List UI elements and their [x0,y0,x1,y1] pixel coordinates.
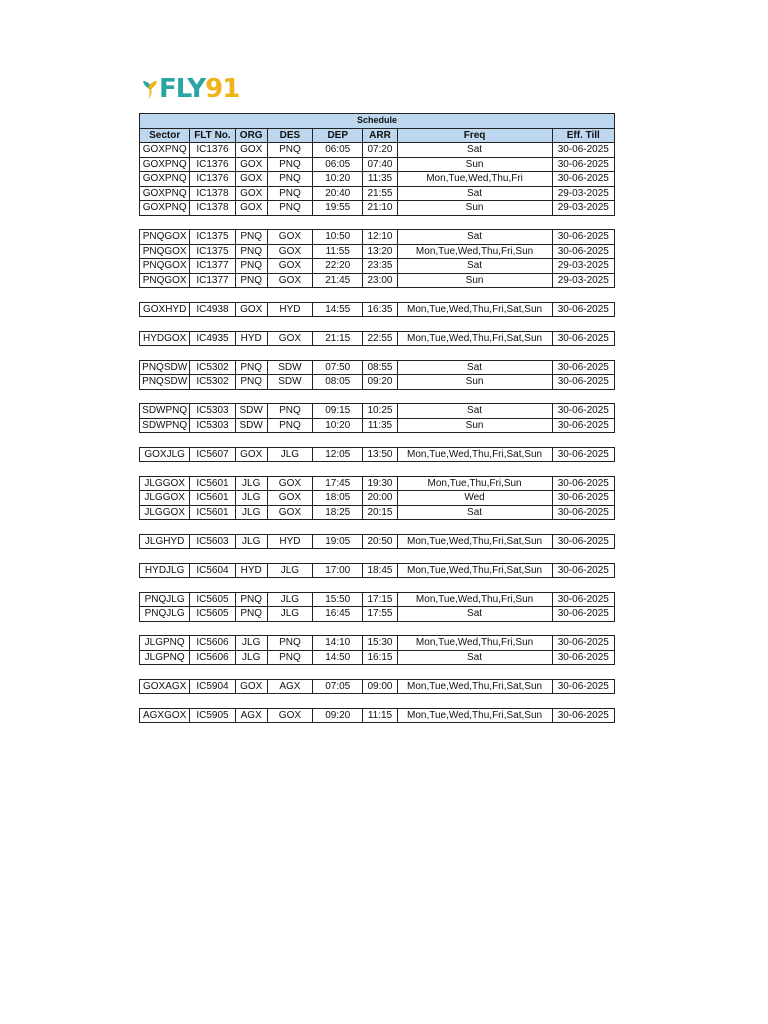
table-cell: PNQ [267,172,312,187]
table-cell: GOXPNQ [140,172,190,187]
table-cell: 12:05 [313,447,363,462]
table-cell: AGXGOX [140,708,190,723]
table-cell: SDWPNQ [140,418,190,433]
table-cell: PNQJLG [140,592,190,607]
table-cell: 22:55 [363,331,397,346]
table-cell: IC5302 [190,360,235,375]
table-cell: 10:20 [313,418,363,433]
table-cell: GOX [267,505,312,520]
table-cell: 17:00 [313,563,363,578]
table-cell: 21:10 [363,201,397,216]
table-cell: SDW [267,375,312,390]
table-row [140,172,615,187]
table-cell: Mon,Tue,Wed,Thu,Fri,Sat,Sun [397,708,552,723]
table-cell: GOX [235,157,267,172]
table-cell: 30-06-2025 [552,418,614,433]
spacer-cell [140,549,615,564]
spacer-cell [140,317,615,332]
table-row [140,375,615,390]
table-cell: 30-06-2025 [552,143,614,158]
table-cell: JLGHYD [140,534,190,549]
table-cell: 15:50 [313,592,363,607]
table-cell: JLG [267,607,312,622]
table-cell: PNQGOX [140,230,190,245]
table-cell: JLGGOX [140,476,190,491]
table-cell: 07:20 [363,143,397,158]
column-header: ORG [235,128,267,143]
table-row [140,404,615,419]
table-cell: HYD [267,302,312,317]
table-cell: Sat [397,650,552,665]
table-cell: GOX [267,476,312,491]
table-cell: HYDGOX [140,331,190,346]
table-cell: PNQSDW [140,375,190,390]
group-spacer [140,578,615,593]
table-cell: IC5605 [190,592,235,607]
table-row [140,534,615,549]
spacer-cell [140,621,615,636]
column-header: DES [267,128,312,143]
table-cell: IC5303 [190,418,235,433]
table-cell: 30-06-2025 [552,505,614,520]
table-cell: 16:45 [313,607,363,622]
table-cell: 09:15 [313,404,363,419]
table-cell: GOXPNQ [140,157,190,172]
table-row [140,157,615,172]
column-header: Eff. Till [552,128,614,143]
spacer-cell [140,462,615,477]
table-cell: 30-06-2025 [552,360,614,375]
table-row [140,331,615,346]
table-cell: 20:40 [313,186,363,201]
table-cell: 07:50 [313,360,363,375]
table-cell: PNQ [235,592,267,607]
table-cell: PNQSDW [140,360,190,375]
table-cell: 23:00 [363,273,397,288]
table-cell: 30-06-2025 [552,404,614,419]
table-cell: 11:35 [363,172,397,187]
table-cell: JLG [267,447,312,462]
table-cell: Mon,Tue,Wed,Thu,Fri,Sun [397,244,552,259]
table-cell: PNQ [235,273,267,288]
table-cell: 30-06-2025 [552,331,614,346]
table-cell: IC1375 [190,230,235,245]
table-row [140,143,615,158]
table-cell: 10:20 [313,172,363,187]
table-cell: JLG [235,534,267,549]
table-cell: Sat [397,404,552,419]
table-row [140,636,615,651]
table-cell: 17:45 [313,476,363,491]
table-cell: IC1378 [190,201,235,216]
table-cell: Sun [397,201,552,216]
table-cell: PNQ [267,404,312,419]
table-cell: Mon,Tue,Wed,Thu,Fri,Sat,Sun [397,563,552,578]
table-cell: SDW [235,418,267,433]
table-cell: 16:15 [363,650,397,665]
table-cell: IC5604 [190,563,235,578]
table-cell: PNQGOX [140,273,190,288]
table-cell: IC5603 [190,534,235,549]
table-row [140,259,615,274]
table-cell: HYDJLG [140,563,190,578]
table-cell: 30-06-2025 [552,592,614,607]
table-cell: Mon,Tue,Wed,Thu,Fri,Sat,Sun [397,331,552,346]
table-cell: Wed [397,491,552,506]
table-cell: GOX [235,302,267,317]
table-cell: IC1378 [190,186,235,201]
spacer-cell [140,665,615,680]
table-cell: JLG [267,563,312,578]
column-header-row [140,128,615,143]
table-cell: 22:20 [313,259,363,274]
table-cell: JLGPNQ [140,636,190,651]
table-cell: IC5607 [190,447,235,462]
table-cell: Mon,Tue,Wed,Thu,Fri,Sat,Sun [397,679,552,694]
table-cell: IC5601 [190,491,235,506]
table-cell: 19:05 [313,534,363,549]
table-cell: AGX [235,708,267,723]
table-cell: Sat [397,607,552,622]
table-cell: GOX [267,708,312,723]
table-cell: 14:10 [313,636,363,651]
spacer-cell [140,578,615,593]
table-cell: 29-03-2025 [552,273,614,288]
table-cell: 18:05 [313,491,363,506]
group-spacer [140,389,615,404]
table-cell: 30-06-2025 [552,708,614,723]
table-cell: PNQ [267,636,312,651]
table-cell: SDW [235,404,267,419]
table-cell: Sat [397,505,552,520]
group-spacer [140,549,615,564]
table-cell: Sun [397,375,552,390]
table-cell: Mon,Tue,Wed,Thu,Fri,Sat,Sun [397,447,552,462]
table-cell: Mon,Tue,Wed,Thu,Fri [397,172,552,187]
table-cell: IC1376 [190,172,235,187]
table-cell: 13:50 [363,447,397,462]
table-cell: GOXJLG [140,447,190,462]
table-cell: 29-03-2025 [552,186,614,201]
table-row [140,679,615,694]
table-cell: 30-06-2025 [552,607,614,622]
table-cell: 20:50 [363,534,397,549]
table-cell: 29-03-2025 [552,259,614,274]
table-cell: 18:45 [363,563,397,578]
table-row [140,607,615,622]
table-cell: PNQGOX [140,244,190,259]
table-cell: SDWPNQ [140,404,190,419]
table-cell: 16:35 [363,302,397,317]
table-cell: 30-06-2025 [552,244,614,259]
table-cell: 19:30 [363,476,397,491]
table-cell: PNQ [267,650,312,665]
table-cell: 18:25 [313,505,363,520]
table-cell: PNQGOX [140,259,190,274]
table-cell: Sun [397,157,552,172]
table-cell: IC1377 [190,259,235,274]
table-cell: 30-06-2025 [552,172,614,187]
table-cell: 30-06-2025 [552,476,614,491]
table-cell: 30-06-2025 [552,650,614,665]
table-cell: 06:05 [313,157,363,172]
table-cell: HYD [267,534,312,549]
table-row [140,201,615,216]
table-cell: 11:55 [313,244,363,259]
group-spacer [140,694,615,709]
table-cell: 30-06-2025 [552,534,614,549]
table-cell: IC1377 [190,273,235,288]
table-cell: Sun [397,418,552,433]
table-cell: 09:00 [363,679,397,694]
table-cell: GOXPNQ [140,143,190,158]
table-cell: 06:05 [313,143,363,158]
table-cell: 11:35 [363,418,397,433]
table-row [140,476,615,491]
table-cell: 30-06-2025 [552,157,614,172]
table-cell: 30-06-2025 [552,679,614,694]
table-cell: JLGGOX [140,505,190,520]
table-cell: 10:50 [313,230,363,245]
table-cell: Sat [397,143,552,158]
column-header: ARR [363,128,397,143]
table-cell: IC5303 [190,404,235,419]
leaf-wing-logo-icon [143,79,157,99]
table-cell: 30-06-2025 [552,636,614,651]
table-cell: 21:45 [313,273,363,288]
column-header: DEP [313,128,363,143]
table-row [140,360,615,375]
logo-text-91: 91 [205,74,240,104]
table-cell: GOX [267,230,312,245]
table-cell: GOX [267,273,312,288]
table-cell: JLG [235,476,267,491]
table-cell: IC1376 [190,157,235,172]
table-cell: GOX [267,259,312,274]
fly91-logo [143,74,239,104]
table-cell: PNQJLG [140,607,190,622]
table-cell: AGX [267,679,312,694]
table-cell: SDW [267,360,312,375]
table-cell: 30-06-2025 [552,375,614,390]
table-cell: IC5905 [190,708,235,723]
table-cell: GOX [235,679,267,694]
table-cell: 30-06-2025 [552,302,614,317]
table-cell: IC5606 [190,650,235,665]
table-cell: 07:05 [313,679,363,694]
table-row [140,592,615,607]
table-cell: GOXHYD [140,302,190,317]
schedule-title: Schedule [140,114,615,129]
table-row [140,505,615,520]
spacer-cell [140,433,615,448]
column-header: Sector [140,128,190,143]
table-cell: 29-03-2025 [552,201,614,216]
table-cell: IC4938 [190,302,235,317]
table-cell: GOX [235,447,267,462]
table-cell: Mon,Tue,Thu,Fri,Sun [397,476,552,491]
table-cell: 19:55 [313,201,363,216]
table-cell: JLG [235,650,267,665]
logo-text-fly: FLY [159,74,206,104]
table-cell: Mon,Tue,Wed,Thu,Fri,Sun [397,592,552,607]
schedule-table [139,113,615,723]
table-cell: Sun [397,273,552,288]
table-cell: 08:55 [363,360,397,375]
spacer-cell [140,288,615,303]
table-cell: 17:55 [363,607,397,622]
table-cell: Mon,Tue,Wed,Thu,Fri,Sun [397,636,552,651]
table-cell: 09:20 [313,708,363,723]
table-cell: 20:00 [363,491,397,506]
table-cell: GOX [235,172,267,187]
table-cell: 07:40 [363,157,397,172]
table-cell: GOXPNQ [140,201,190,216]
table-cell: HYD [235,563,267,578]
table-cell: Sat [397,230,552,245]
table-cell: 08:05 [313,375,363,390]
table-cell: Mon,Tue,Wed,Thu,Fri,Sat,Sun [397,302,552,317]
table-cell: PNQ [267,143,312,158]
table-cell: PNQ [235,244,267,259]
group-spacer [140,433,615,448]
table-cell: 13:20 [363,244,397,259]
table-cell: 11:15 [363,708,397,723]
table-cell: JLG [235,491,267,506]
table-cell: JLG [235,505,267,520]
table-cell: IC1375 [190,244,235,259]
table-cell: JLGGOX [140,491,190,506]
table-row [140,491,615,506]
spacer-cell [140,215,615,230]
table-cell: PNQ [235,360,267,375]
table-row [140,273,615,288]
table-cell: 30-06-2025 [552,447,614,462]
group-spacer [140,621,615,636]
table-cell: GOX [267,244,312,259]
table-cell: GOX [235,143,267,158]
table-cell: Mon,Tue,Wed,Thu,Fri,Sat,Sun [397,534,552,549]
table-cell: PNQ [235,230,267,245]
table-row [140,447,615,462]
table-cell: 30-06-2025 [552,563,614,578]
table-cell: 09:20 [363,375,397,390]
table-cell: JLG [267,592,312,607]
group-spacer [140,665,615,680]
table-cell: PNQ [267,418,312,433]
table-row [140,230,615,245]
table-row [140,563,615,578]
spacer-cell [140,694,615,709]
table-cell: 30-06-2025 [552,491,614,506]
group-spacer [140,520,615,535]
group-spacer [140,346,615,361]
table-cell: 14:50 [313,650,363,665]
spacer-cell [140,389,615,404]
table-cell: 15:30 [363,636,397,651]
table-cell: GOX [267,491,312,506]
table-cell: PNQ [267,201,312,216]
spacer-cell [140,520,615,535]
table-cell: IC5606 [190,636,235,651]
table-row [140,302,615,317]
table-cell: 14:55 [313,302,363,317]
table-row [140,244,615,259]
table-cell: GOXAGX [140,679,190,694]
table-row [140,418,615,433]
table-cell: IC5605 [190,607,235,622]
table-cell: HYD [235,331,267,346]
table-cell: PNQ [235,607,267,622]
spacer-cell [140,346,615,361]
table-cell: PNQ [267,186,312,201]
table-cell: GOXPNQ [140,186,190,201]
group-spacer [140,288,615,303]
table-cell: IC5601 [190,505,235,520]
column-header: FLT No. [190,128,235,143]
table-cell: 23:35 [363,259,397,274]
table-cell: 20:15 [363,505,397,520]
table-cell: 21:55 [363,186,397,201]
table-cell: 10:25 [363,404,397,419]
table-cell: 21:15 [313,331,363,346]
column-header: Freq [397,128,552,143]
schedule-body [140,143,615,723]
group-spacer [140,215,615,230]
group-spacer [140,462,615,477]
table-cell: 17:15 [363,592,397,607]
table-cell: IC1376 [190,143,235,158]
table-cell: IC5601 [190,476,235,491]
table-cell: PNQ [235,259,267,274]
table-cell: IC5302 [190,375,235,390]
table-cell: JLG [235,636,267,651]
table-row [140,186,615,201]
table-cell: GOX [235,186,267,201]
table-cell: IC5904 [190,679,235,694]
table-cell: Sat [397,360,552,375]
table-row [140,708,615,723]
table-cell: PNQ [267,157,312,172]
logo-wordmark [159,74,239,104]
table-cell: GOX [267,331,312,346]
table-cell: GOX [235,201,267,216]
table-cell: 12:10 [363,230,397,245]
table-cell: PNQ [235,375,267,390]
table-row [140,650,615,665]
table-cell: Sat [397,186,552,201]
schedule-title-row [140,114,615,129]
table-cell: IC4935 [190,331,235,346]
group-spacer [140,317,615,332]
table-cell: Sat [397,259,552,274]
table-cell: JLGPNQ [140,650,190,665]
table-cell: 30-06-2025 [552,230,614,245]
